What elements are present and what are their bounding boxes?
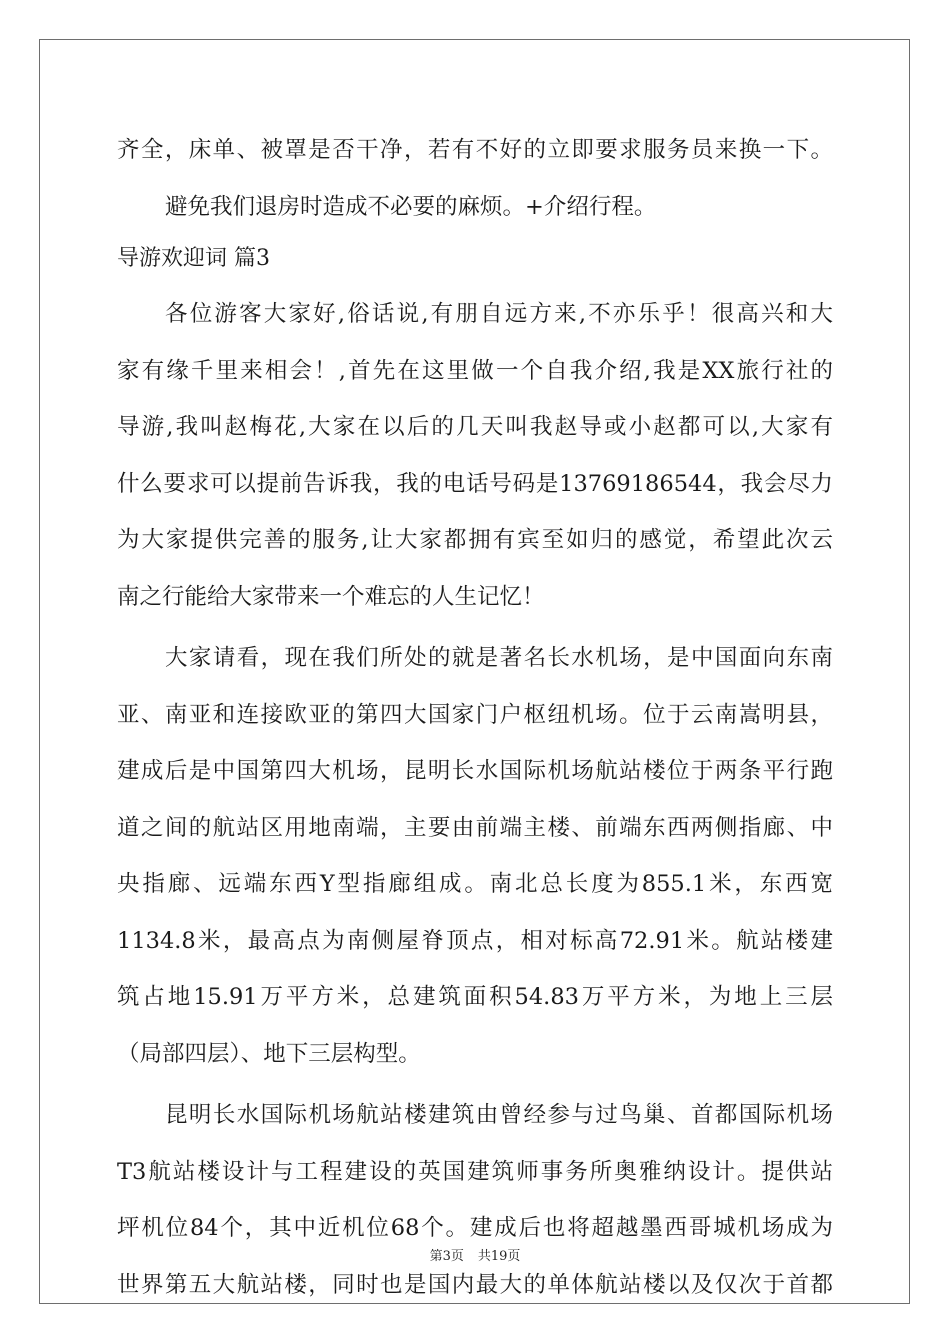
text-line: 道之间的航站区用地南端，主要由前端主楼、前端东西两侧指廊、中 [117, 814, 833, 841]
text-line: 家有缘千里来相会！,首先在这里做一个自我介绍,我是XX旅行社的 [117, 357, 833, 384]
text-line: 筑占地15.91万平方米，总建筑面积54.83万平方米，为地上三层 [117, 984, 833, 1010]
text-line: 齐全，床单、被罩是否干净，若有不好的立即要求服务员来换一下。 [117, 137, 833, 163]
text-line: 南之行能给大家带来一个难忘的人生记忆！ [117, 583, 545, 610]
text-line: 世界第五大航站楼，同时也是国内最大的单体航站楼以及仅次于首都 [117, 1271, 833, 1298]
text-line: 亚、南亚和连接欧亚的第四大国家门户枢纽机场。位于云南嵩明县， [117, 701, 833, 728]
section-heading: 导游欢迎词 篇3 [117, 246, 270, 271]
text-line: T3航站楼设计与工程建设的英国建筑师事务所奥雅纳设计。提供站 [117, 1158, 833, 1185]
text-line: 央指廊、远端东西Y型指廊组成。南北总长度为855.1米，东西宽 [117, 871, 833, 897]
text-line: 坪机位84个，其中近机位68个。建成后也将超越墨西哥城机场成为 [117, 1215, 833, 1241]
text-line: 各位游客大家好,俗话说,有朋自远方来,不亦乐乎！很高兴和大 [165, 301, 833, 327]
text-line: 避免我们退房时造成不必要的麻烦。+介绍行程。 [165, 193, 657, 220]
document-body [117, 122, 833, 1313]
text-line: 导游,我叫赵梅花,大家在以后的几天叫我赵导或小赵都可以,大家有 [117, 414, 833, 440]
text-line: 昆明长水国际机场航站楼建筑由曾经参与过鸟巢、首都国际机场 [165, 1102, 833, 1128]
page-number-total: 共19页 [477, 1249, 521, 1264]
text-line: 1134.8米，最高点为南侧屋脊顶点，相对标高72.91米。航站楼建 [117, 927, 833, 954]
page-footer [0, 1245, 950, 1264]
page-number-current: 第3页 [429, 1249, 464, 1264]
text-line: 大家请看，现在我们所处的就是著名长水机场，是中国面向东南 [165, 645, 833, 671]
text-line: （局部四层）、地下三层构型。 [117, 1040, 421, 1067]
text-line: 为大家提供完善的服务,让大家都拥有宾至如归的感觉，希望此次云 [117, 527, 833, 553]
text-line: 建成后是中国第四大机场，昆明长水国际机场航站楼位于两条平行跑 [117, 758, 833, 784]
text-line: 什么要求可以提前告诉我，我的电话号码是13769186544，我会尽力 [117, 470, 833, 497]
